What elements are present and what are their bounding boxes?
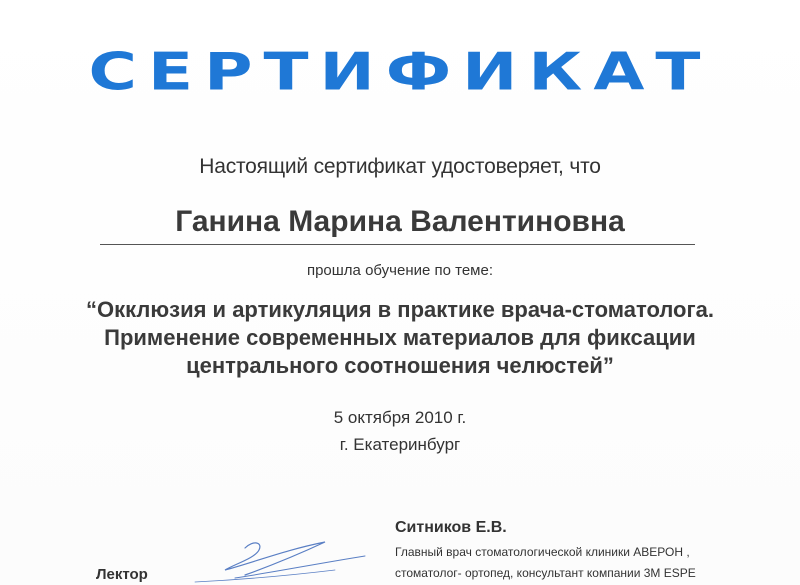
issue-date: 5 октября 2010 г. — [333, 408, 467, 427]
handwritten-signature — [175, 520, 375, 585]
name-underline — [100, 244, 695, 245]
lecturer-name: Ситников Е.В. — [395, 519, 507, 536]
passed-training-text: прошла обучение по теме: — [306, 262, 494, 279]
lecturer-description-line-2: стоматолог- ортопед, консультант компании 3M ESPE — [395, 566, 696, 580]
recipient-name: Ганина Марина Валентиновна — [175, 205, 625, 238]
topic-line-3: центрального соотношения челюстей” — [186, 353, 614, 378]
topic-line-1: “Окклюзия и артикуляция в практике врача-стоматолога. — [85, 297, 714, 322]
certificate-title: СЕРТИФИКАТ — [88, 42, 712, 103]
training-topic — [0, 296, 800, 380]
intro-text: Настоящий сертификат удостоверяет, что — [199, 155, 601, 178]
lecturer-label: Лектор — [96, 566, 148, 583]
lecturer-description-line-1: Главный врач стоматологической клиники АВЕРОН , — [395, 545, 690, 559]
issue-city: г. Екатеринбург — [339, 435, 461, 454]
topic-line-2: Применение современных материалов для фиксации — [104, 325, 696, 350]
